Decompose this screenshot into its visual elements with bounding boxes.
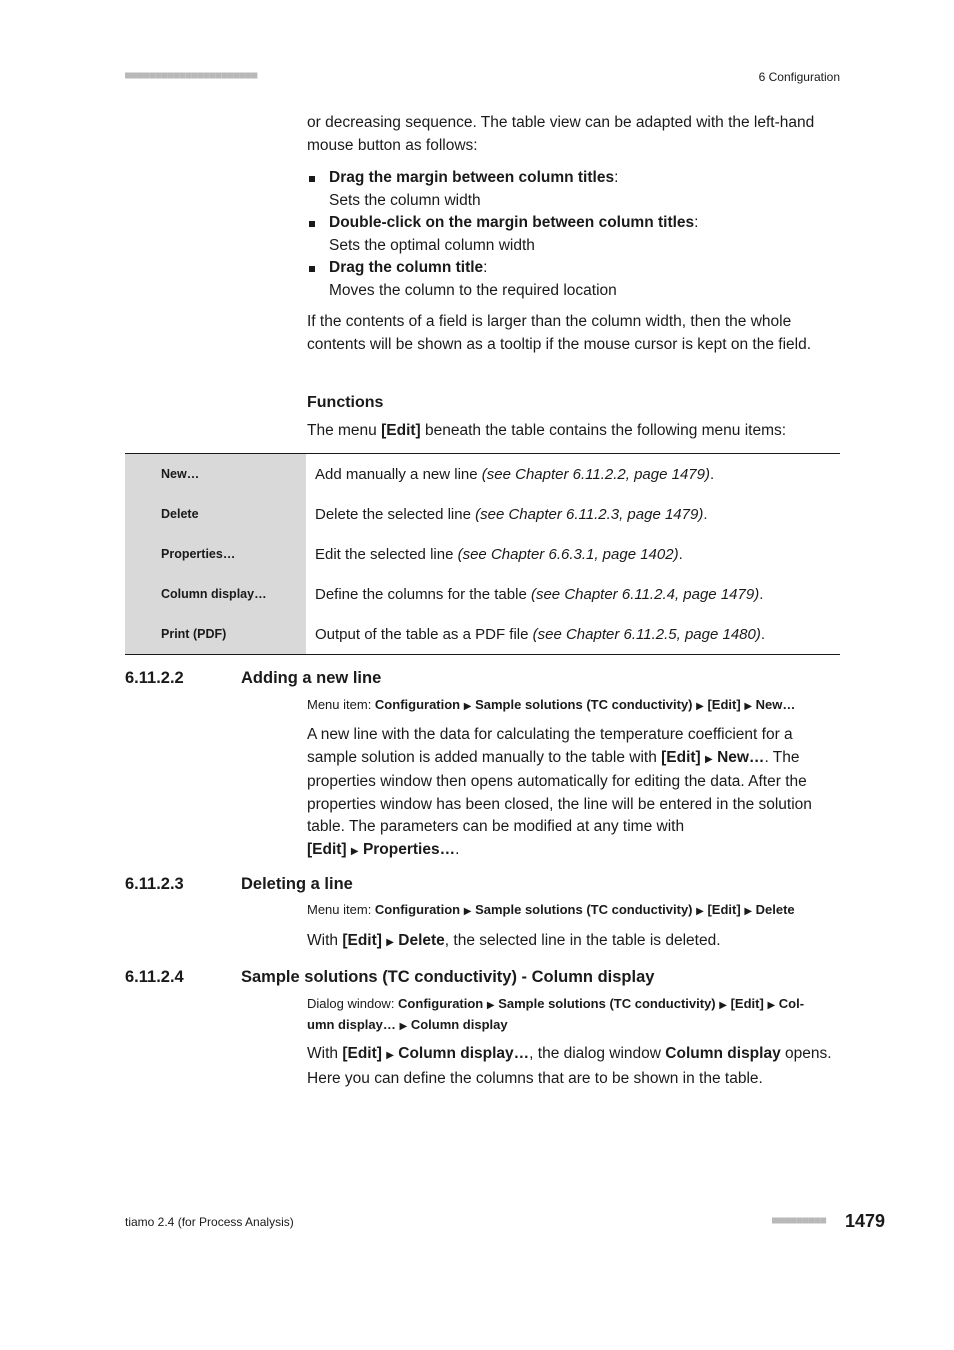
- bullet-heading: Double-click on the margin between column titles: [329, 214, 695, 231]
- arrow-right-icon: ▶: [350, 845, 359, 857]
- list-item: Drag the column title: Moves the column to the required location: [307, 257, 840, 302]
- arrow-right-icon: ▶: [399, 1021, 408, 1032]
- arrow-right-icon: ▶: [486, 1000, 495, 1011]
- arrow-right-icon: ▶: [696, 701, 704, 712]
- bullet-square-icon: [309, 221, 315, 227]
- menu-item-description: Output of the table as a PDF file (see Chapter 6.11.2.5, page 1480).: [315, 625, 766, 643]
- header-chapter: 6 Configuration: [758, 70, 840, 84]
- chapter-reference-link[interactable]: (see Chapter 6.11.2.2, page 1479): [481, 465, 710, 483]
- footer-product: tiamo 2.4 (for Process Analysis): [125, 1215, 294, 1229]
- functions-intro: The menu [Edit] beneath the table contains the following menu items:: [307, 422, 787, 439]
- menu-path: Menu item: Configuration ▶ Sample solutions (TC conductivity) ▶ [Edit] ▶ Delete: [307, 902, 795, 917]
- footer-decoration: ■■■■■■■■■: [772, 1215, 827, 1226]
- page-number: 1479: [845, 1211, 886, 1231]
- menu-item-name: Delete: [125, 494, 306, 534]
- section-paragraph: With [Edit] ▶ Column display…, the dialog window Column display opens. Here you can define the columns that are to be shown in the table.: [307, 1045, 832, 1087]
- section-title: Sample solutions (TC conductivity) - Column display: [241, 968, 655, 986]
- menu-item-name: Properties…: [125, 534, 306, 574]
- menu-item-description: Delete the selected line (see Chapter 6.11.2.3, page 1479).: [315, 505, 708, 523]
- bullet-square-icon: [309, 176, 315, 182]
- arrow-right-icon: ▶: [705, 753, 713, 765]
- menu-item-name: New…: [125, 454, 306, 495]
- section-number: 6.11.2.4: [125, 968, 184, 986]
- bullet-heading: Drag the margin between column titles: [329, 169, 615, 186]
- chapter-reference-link[interactable]: (see Chapter 6.6.3.1, page 1402): [457, 545, 679, 563]
- functions-heading: Functions: [307, 394, 384, 411]
- list-item: Drag the margin between column titles: Sets the column width: [307, 167, 840, 212]
- arrow-right-icon: ▶: [463, 906, 472, 917]
- bullet-description: Sets the optimal column width: [329, 236, 535, 254]
- bullet-description: Moves the column to the required location: [329, 281, 617, 299]
- header-decoration: ■■■■■■■■■■■■■■■■■■■■■■: [125, 70, 258, 81]
- arrow-right-icon: ▶: [744, 701, 753, 712]
- menu-items-table: [125, 453, 840, 655]
- menu-item-description: Add manually a new line (see Chapter 6.11.2.2, page 1479).: [315, 465, 715, 483]
- arrow-right-icon: ▶: [767, 1000, 776, 1011]
- chapter-reference-link[interactable]: (see Chapter 6.11.2.4, page 1479): [530, 585, 760, 603]
- menu-item-name: Column display…: [125, 574, 306, 614]
- table-row: [125, 574, 840, 614]
- bullet-square-icon: [309, 266, 315, 272]
- menu-item-description: Edit the selected line (see Chapter 6.6.3.1, page 1402).: [315, 545, 683, 563]
- bullet-list: [307, 167, 840, 302]
- arrow-right-icon: ▶: [744, 906, 753, 917]
- menu-item-description: Define the columns for the table (see Chapter 6.11.2.4, page 1479).: [315, 585, 764, 603]
- table-row: [125, 454, 840, 495]
- menu-item-name: Print (PDF): [125, 614, 306, 655]
- section-number: 6.11.2.2: [125, 669, 184, 687]
- bullet-heading: Drag the column title: [329, 259, 484, 276]
- section-paragraph: A new line with the data for calculating the temperature coefficient for a sample solution is added manually to the table with [Edit] ▶ New…. The properties window then opens automatically for editing the data. After the properties window has been closed, the line will be entered in the solution table. The parameters can be modified at any time with [Edit] ▶ Properties….: [307, 726, 812, 858]
- section-title: Deleting a line: [241, 875, 353, 893]
- intro-paragraph: or decreasing sequence. The table view can be adapted with the left-hand mouse button as follows:: [307, 114, 815, 154]
- arrow-right-icon: ▶: [696, 906, 704, 917]
- tooltip-paragraph: If the contents of a field is larger than the column width, then the whole contents will be shown as a tooltip if the mouse cursor is kept on the field.: [307, 313, 812, 353]
- arrow-right-icon: ▶: [386, 937, 394, 948]
- table-row: [125, 614, 840, 655]
- section-number: 6.11.2.3: [125, 875, 184, 893]
- chapter-reference-link[interactable]: (see Chapter 6.11.2.5, page 1480): [532, 625, 761, 643]
- bullet-description: Sets the column width: [329, 191, 481, 209]
- section-paragraph: With [Edit] ▶ Delete, the selected line in the table is deleted.: [307, 932, 721, 949]
- table-row: [125, 534, 840, 574]
- arrow-right-icon: ▶: [463, 701, 472, 712]
- table-row: [125, 494, 840, 534]
- arrow-right-icon: ▶: [719, 1000, 727, 1011]
- arrow-right-icon: ▶: [386, 1050, 394, 1061]
- dialog-path: Dialog window: Configuration ▶ Sample solutions (TC conductivity) ▶ [Edit] ▶ Col- umn display… ▶ Column display: [307, 996, 805, 1032]
- chapter-reference-link[interactable]: (see Chapter 6.11.2.3, page 1479): [475, 505, 704, 523]
- section-title: Adding a new line: [241, 669, 382, 687]
- list-item: Double-click on the margin between column titles: Sets the optimal column width: [307, 212, 840, 257]
- menu-path: Menu item: Configuration ▶ Sample solutions (TC conductivity) ▶ [Edit] ▶ New…: [307, 697, 796, 712]
